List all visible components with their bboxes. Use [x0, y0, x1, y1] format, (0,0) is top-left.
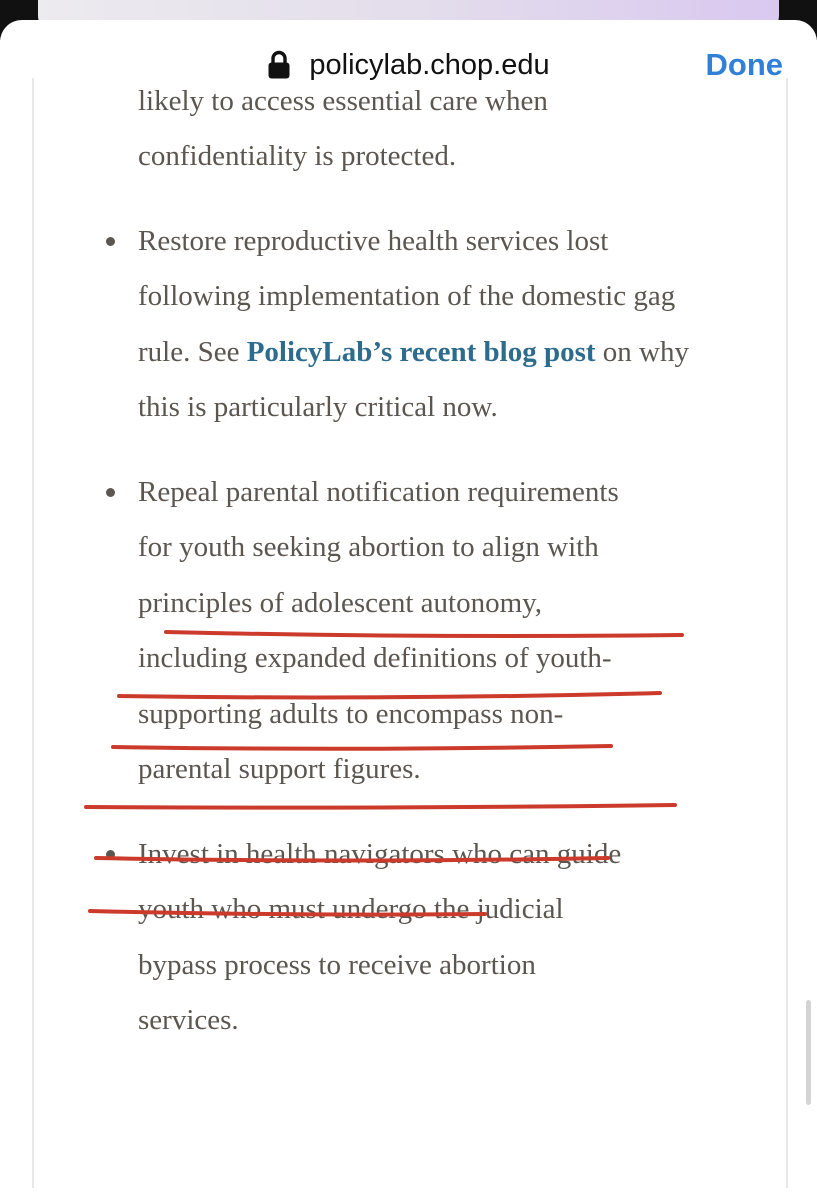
repeal-line: including expanded definitions of youth-: [138, 642, 612, 674]
restore-text: Restore reproductive health services lost following implementation of the domestic gag rule. See: [138, 224, 676, 368]
list-item-restore: [34, 214, 718, 436]
invest-line: Invest in health navigators who can guide: [138, 837, 622, 870]
bullet-icon: [106, 488, 115, 497]
article-body: [34, 78, 786, 1078]
list-item-repeal: [34, 465, 718, 798]
repeal-line: Repeal parental notification requirements: [138, 475, 619, 508]
repeal-line: supporting adults to encompass non-: [138, 697, 564, 730]
bullet-icon: [106, 850, 115, 859]
lock-icon: [267, 50, 291, 80]
scrollbar-thumb[interactable]: [806, 1000, 811, 1105]
intro-paragraph: [34, 78, 718, 185]
restore-text-after: on why this is particularly critical now.: [138, 335, 689, 423]
list-item-invest: [34, 827, 718, 1049]
invest-line: bypass process to receive abortion: [138, 948, 536, 981]
bullet-icon: [106, 237, 115, 246]
invest-line: youth who must undergo the judicial: [138, 893, 564, 925]
repeal-line: principles of adolescent autonomy,: [138, 586, 543, 619]
repeal-line: parental support figures.: [138, 753, 421, 785]
web-page-content: [32, 78, 788, 1188]
url-text: policylab.chop.edu: [309, 48, 550, 81]
intro-line: confidentiality is protected.: [138, 140, 457, 172]
invest-line: services.: [138, 1004, 239, 1036]
repeal-line: for youth seeking abortion to align with: [138, 531, 599, 563]
done-button[interactable]: Done: [705, 47, 783, 82]
intro-line: likely to access essential care when: [138, 84, 548, 117]
blog-post-link[interactable]: PolicyLab’s recent blog post: [246, 335, 596, 368]
